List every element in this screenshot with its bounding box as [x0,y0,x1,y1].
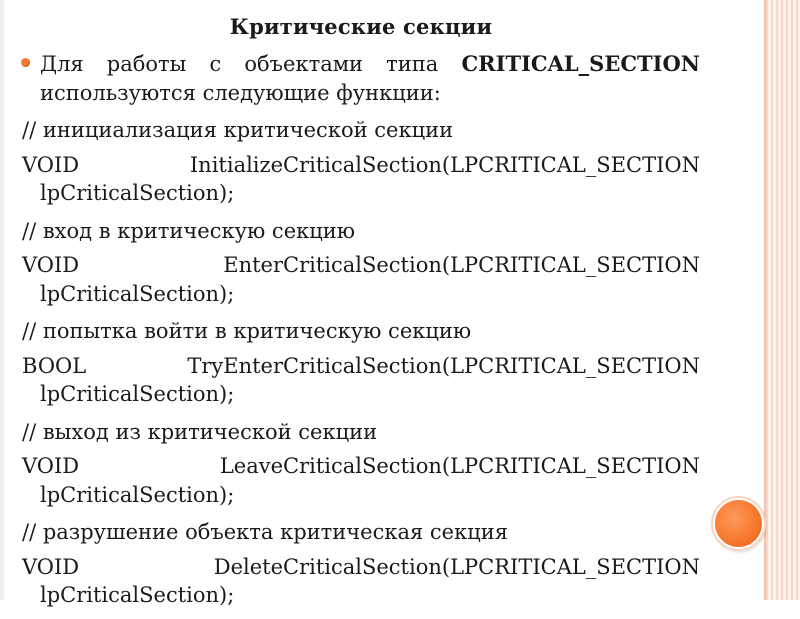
code-declaration [22,151,700,208]
function-signature: LeaveCriticalSection(LPCRITICAL_SECTION [219,454,700,478]
code-line [22,553,700,582]
code-line [22,251,700,280]
intro-paragraph [22,50,700,107]
comment-line: // инициализация критической секции [22,118,454,142]
code-declaration [22,452,700,509]
comment-line: // выход из критической секции [22,419,378,444]
code-declaration [22,352,700,409]
code-argument: lpCriticalSection); [40,181,235,205]
comment-line: // попытка войти в критическую секцию [22,319,472,343]
comment-line: // разрушение объекта критическая секция [22,520,508,544]
intro-emphasis: CRITICAL_SECTION [461,51,700,76]
comment-line: // вход в критическую секцию [22,218,356,243]
function-signature: TryEnterCriticalSection(LPCRITICAL_SECTION [187,353,700,378]
code-argument: lpCriticalSection); [40,583,235,607]
slide-title: Критические секции [229,14,493,39]
code-argument: lpCriticalSection); [40,482,235,507]
function-signature: DeleteCriticalSection(LPCRITICAL_SECTION [213,554,700,579]
bullet-icon [21,58,30,67]
code-line [22,352,700,381]
code-declaration [22,553,700,610]
return-type: BOOL [22,353,87,378]
return-type: VOID [22,554,80,579]
function-signature: InitializeCriticalSection(LPCRITICAL_SECTION [189,152,700,177]
intro-prefix: Для работы с объектами типа [40,52,462,76]
code-line [22,452,700,481]
return-type: VOID [22,253,80,277]
code-argument: lpCriticalSection); [40,382,235,406]
code-argument: lpCriticalSection); [40,281,235,306]
code-declaration [22,251,700,308]
orange-circle-icon [713,498,764,549]
return-type: VOID [22,152,80,177]
intro-suffix: используются следующие функции: [40,80,441,105]
function-signature: EnterCriticalSection(LPCRITICAL_SECTION [223,253,700,277]
slide-content [22,50,700,619]
return-type: VOID [22,454,80,478]
decorative-stripes [766,0,800,600]
code-line [22,151,700,180]
